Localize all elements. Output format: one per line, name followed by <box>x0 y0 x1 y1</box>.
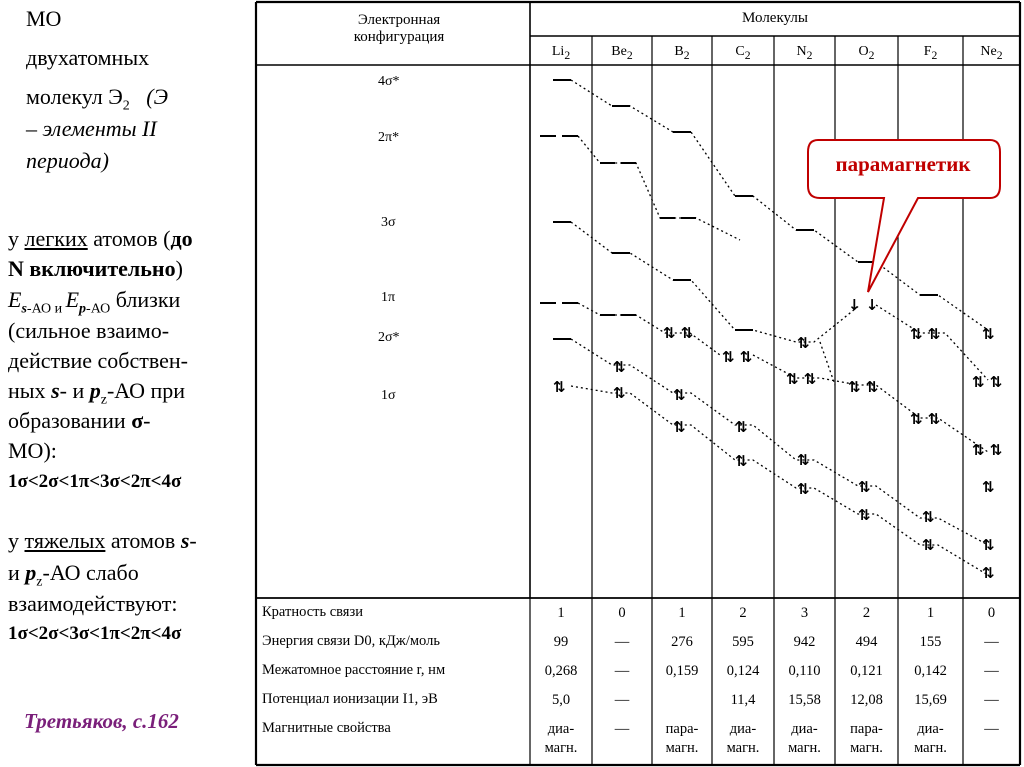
sidebar-title-line-1: МО <box>26 6 62 31</box>
property-value-cell: — <box>614 721 630 737</box>
property-magnetic-label: Магнитные свойства <box>262 720 391 736</box>
property-value-cell: 155 <box>919 634 942 650</box>
property-bond-energy-label: Энергия связи D0, кДж/моль <box>262 633 440 649</box>
property-value-cell: — <box>984 634 999 650</box>
paramagnetic-callout: парамагнетик <box>835 152 971 176</box>
property-value-cell: 2 <box>862 605 871 621</box>
light-atoms-line-6: ных s- и $p_z-АО$ при <box>8 378 186 408</box>
electron-pair-icon: ⇅ <box>673 418 686 436</box>
electron-pair-icon: ⇅ <box>797 334 810 352</box>
heavy-atoms-line-3: взаимодействуют: <box>8 591 178 616</box>
property-value-cell: 11,4 <box>730 692 756 708</box>
electron-pair-icon: ⇅ ⇅ <box>972 441 1003 459</box>
property-value-cell: 0,142 <box>914 663 947 679</box>
electron-pair-icon: ⇅ <box>982 325 995 343</box>
property-value-cell: 276 <box>671 634 693 650</box>
molecule-header-li2: $Li_2$ <box>551 44 571 62</box>
electron-pair-icon: ⇅ <box>735 418 748 436</box>
property-value-cell: диа- магн. <box>544 721 578 756</box>
molecule-header-ne2: $Ne_2$ <box>980 44 1003 62</box>
light-atoms-line-4: (сильное взаимо- <box>8 318 170 343</box>
electron-pair-icon: ⇅ ⇅ <box>786 370 817 388</box>
property-value-cell: — <box>614 634 630 650</box>
property-value-cell: 0 <box>987 605 996 621</box>
property-bond-order-label: Кратность связи <box>262 604 363 620</box>
electron-pair-icon: ⇅ ⇅ <box>663 324 694 342</box>
electron-pair-icon: ⇅ ⇅ <box>848 378 879 396</box>
heavy-atoms-order: 1σ<2σ<3σ<1π<2π<4σ <box>8 623 182 644</box>
electron-pair-icon: ⇅ <box>613 358 626 376</box>
property-value-cell: — <box>984 663 999 679</box>
electron-pair-icon: ⇅ <box>673 386 686 404</box>
electron-pair-icon: ⇅ ⇅ <box>910 410 941 428</box>
property-value-cell: 0,121 <box>850 663 883 679</box>
property-value-cell: диа- магн. <box>914 721 947 756</box>
property-value-cell: диа- магн. <box>788 721 821 756</box>
property-value-cell: 0,268 <box>544 663 578 679</box>
sidebar-title-line-4: – элементы II <box>26 116 157 141</box>
electron-pair-icon: ⇅ <box>922 536 935 554</box>
electron-pair-icon: ⇅ <box>735 452 748 470</box>
molecule-header-n2: $N_2$ <box>796 44 813 62</box>
light-atoms-line-5: действие собствен- <box>8 348 188 373</box>
light-atoms-line-3: $E_{s-АО и}$ $E_{p-АО}$ близки <box>8 287 181 317</box>
molecules-header: Молекулы <box>742 10 808 26</box>
electron-pair-icon: ⇅ <box>922 508 935 526</box>
property-ionization-label: Потенциал ионизации I1, эВ <box>262 691 438 707</box>
electron-pair-icon: ⇅ <box>982 564 995 582</box>
orbital-label-1sigma: 1σ <box>381 388 396 403</box>
property-value-cell: 5,0 <box>551 692 571 708</box>
electron-up-icon: ↓ ↓ <box>848 296 879 314</box>
property-value-cell: 99 <box>553 634 569 650</box>
property-value-cell: 0 <box>618 605 626 621</box>
molecule-header-o2: $O_2$ <box>858 44 875 62</box>
property-value-cell: 494 <box>855 634 878 650</box>
property-value-cell: 595 <box>732 634 754 650</box>
property-value-cell: диа- магн. <box>726 721 760 756</box>
property-value-cell: — <box>984 692 999 708</box>
light-atoms-line-7: образовании σ- <box>8 408 151 433</box>
property-value-cell: 1 <box>926 605 935 621</box>
molecule-header-be2: $Be_2$ <box>611 44 633 62</box>
property-value-cell: 15,58 <box>788 692 821 708</box>
orbital-label-4sigma-star: 4σ* <box>378 74 400 89</box>
property-value-cell: — <box>614 692 630 708</box>
property-value-cell: 3 <box>800 605 809 621</box>
property-value-cell: — <box>614 663 630 679</box>
molecule-header-c2: $C_2$ <box>735 44 751 62</box>
molecule-header-b2: $B_2$ <box>674 44 690 62</box>
electron-pair-icon: ⇅ <box>858 506 871 524</box>
electron-pair-icon: ⇅ <box>797 451 810 469</box>
electron-pair-icon: ⇅ ⇅ <box>972 373 1003 391</box>
property-value-cell: 0,124 <box>726 663 760 679</box>
property-value-cell: 1 <box>557 605 565 621</box>
electron-pairs <box>553 296 1002 582</box>
sidebar-title-line-5: периода) <box>26 148 109 173</box>
sidebar-title-line-2: двухатомных <box>26 45 150 70</box>
electron-pair-icon: ⇅ <box>982 478 995 496</box>
property-value-cell: 2 <box>739 605 747 621</box>
electron-pair-icon: ⇅ <box>982 536 995 554</box>
electron-pair-icon: ⇅ ⇅ <box>910 325 941 343</box>
reference-citation: Третьяков, с.162 <box>24 709 179 733</box>
electron-pair-icon: ⇅ ⇅ <box>722 348 753 366</box>
electron-pair-icon: ⇅ <box>613 384 626 402</box>
config-header: Электронная конфигурация <box>353 12 445 45</box>
electron-pair-icon: ⇅ <box>858 478 871 496</box>
light-atoms-line-2: N включительно) <box>8 256 183 281</box>
property-value-cell: 1 <box>678 605 686 621</box>
property-value-cell: 0,110 <box>788 663 821 679</box>
property-distance-label: Межатомное расстояние r, нм <box>262 662 446 678</box>
property-value-cell: 0,159 <box>665 663 699 679</box>
orbital-label-2sigma-star: 2σ* <box>378 330 400 345</box>
light-atoms-line-1: у легких атомов (до <box>8 226 193 251</box>
property-value-cell: 942 <box>793 634 816 650</box>
orbital-label-1pi: 1π <box>381 290 396 305</box>
property-value-cell: 12,08 <box>850 692 883 708</box>
heavy-atoms-line-2: и $p_z-АО$ слабо <box>8 560 139 590</box>
electron-pair-icon: ⇅ <box>797 480 810 498</box>
orbital-label-3sigma: 3σ <box>381 215 396 230</box>
light-atoms-line-8: МО): <box>8 438 57 463</box>
heavy-atoms-line-1: у тяжелых атомов s- <box>8 528 197 553</box>
orbital-label-2pi-star: 2π* <box>378 130 400 145</box>
property-value-cell: пара- магн. <box>665 721 699 756</box>
sidebar-title-line-3: молекул $Э_2$ (Э <box>26 84 169 114</box>
electron-pair-icon: ⇅ <box>553 378 566 396</box>
property-value-cell: 15,69 <box>914 692 947 708</box>
property-value-cell: пара- магн. <box>850 721 883 756</box>
property-value-cell: — <box>984 721 999 737</box>
molecule-header-f2: $F_2$ <box>923 44 938 62</box>
light-atoms-order: 1σ<2σ<1π<3σ<2π<4σ <box>8 471 182 492</box>
